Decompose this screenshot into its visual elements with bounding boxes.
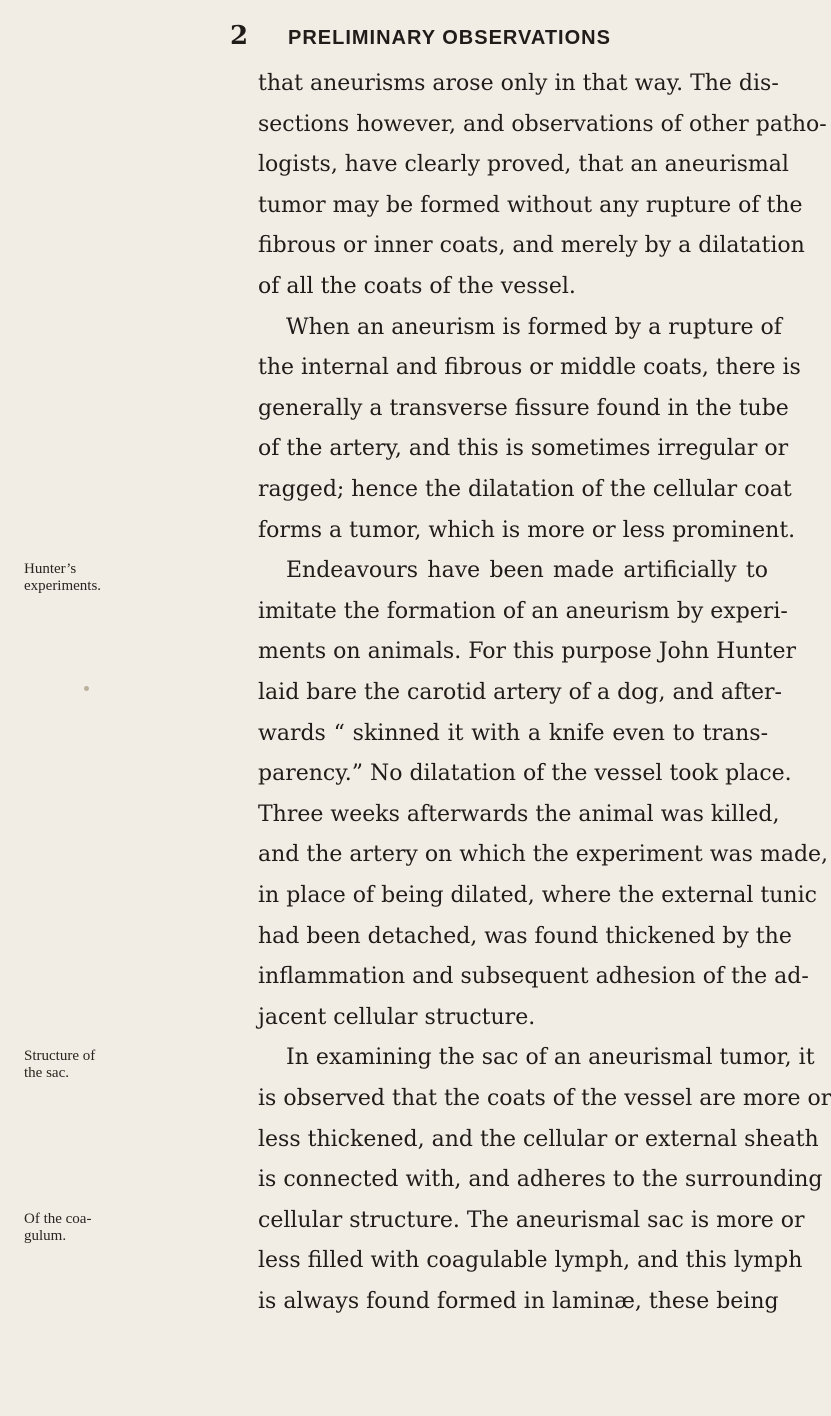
text-line: had been detached, was found thickened by the: [258, 923, 792, 949]
text-line: is connected with, and adheres to the surrounding: [258, 1167, 823, 1193]
page-number: 2: [230, 21, 249, 51]
text-line: Endeavours have been made artificially to: [286, 558, 768, 584]
text-line: fibrous or inner coats, and merely by a dilatation: [258, 233, 805, 259]
text-line: less thickened, and the cellular or external sheath: [258, 1126, 819, 1152]
side-note-structure-of-sac: [24, 1048, 174, 1082]
text-line: ragged; hence the dilatation of the cellular coat: [258, 477, 792, 502]
text-line: jacent cellular structure.: [258, 1004, 536, 1030]
side-note-line: Structure of: [24, 1048, 96, 1065]
text-line: wards “ skinned it with a knife even to trans-: [258, 720, 768, 746]
text-line: sections however, and observations of other patho-: [258, 111, 827, 137]
text-line: is observed that the coats of the vessel are more or: [258, 1086, 831, 1111]
print-speck: [84, 686, 89, 691]
text-line: cellular structure. The aneurismal sac is more or: [258, 1207, 805, 1233]
running-head: PRELIMINARY OBSERVATIONS: [288, 27, 611, 49]
side-note-of-the-coagulum: [24, 1211, 174, 1245]
text-line: laid bare the carotid artery of a dog, and after-: [258, 680, 782, 705]
side-note-line: gulum.: [24, 1227, 67, 1244]
text-line: forms a tumor, which is more or less prominent.: [258, 517, 796, 543]
text-line: in place of being dilated, where the external tunic: [258, 883, 817, 908]
text-line: Three weeks afterwards the animal was killed,: [258, 801, 780, 827]
text-line: tumor may be formed without any rupture of the: [258, 192, 803, 218]
text-line: of all the coats of the vessel.: [258, 274, 576, 299]
side-note-line: experiments.: [24, 578, 102, 595]
text-line: ments on animals. For this purpose John Hunter: [258, 639, 797, 665]
side-note-line: Hunter’s: [24, 561, 77, 578]
side-note-hunters-experiments: [24, 561, 174, 595]
text-line: the internal and fibrous or middle coats, there is: [258, 355, 801, 381]
text-line: parency.” No dilatation of the vessel took place.: [258, 761, 792, 787]
text-line: inflammation and subsequent adhesion of the ad-: [258, 964, 809, 990]
text-line: and the artery on which the experiment was made,: [258, 842, 829, 868]
text-line: that aneurisms arose only in that way. The dis-: [258, 71, 779, 96]
text-line: generally a transverse fissure found in the tube: [258, 395, 789, 421]
text-line: In examining the sac of an aneurismal tumor, it: [286, 1045, 815, 1071]
text-line: imitate the formation of an aneurism by experi-: [258, 598, 788, 624]
text-line: less filled with coagulable lymph, and this lymph: [258, 1248, 803, 1274]
text-line: logists, have clearly proved, that an aneurismal: [258, 152, 789, 178]
text-line: is always found formed in laminæ, these being: [258, 1289, 779, 1314]
text-line: of the artery, and this is sometimes irregular or: [258, 436, 789, 462]
side-note-line: Of the coa-: [24, 1210, 92, 1227]
side-note-line: the sac.: [24, 1065, 69, 1082]
text-line: When an aneurism is formed by a rupture of: [286, 314, 782, 340]
